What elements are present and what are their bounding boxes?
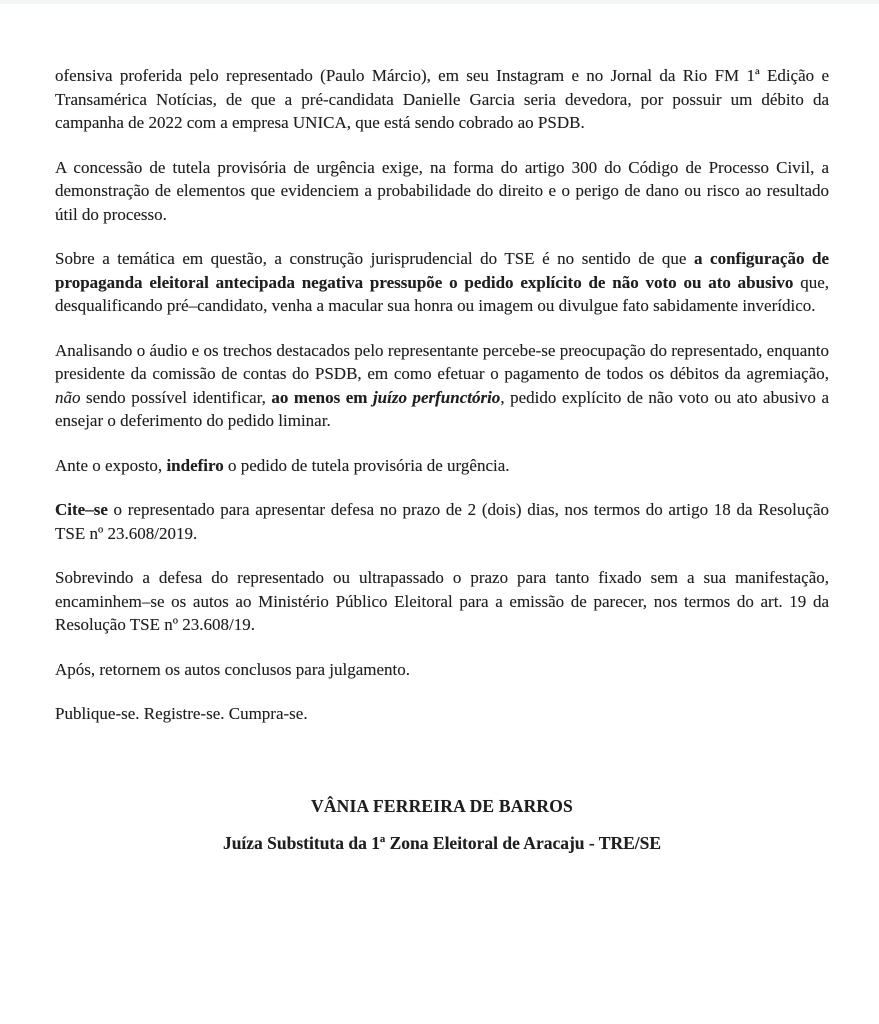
paragraph-2: [55, 156, 834, 227]
page-top-edge: [0, 0, 879, 4]
text-segment: Ante o exposto,: [55, 455, 167, 475]
signer-title: Juíza Substituta da 1ª Zona Eleitoral de Aracaju - TRE/SE: [222, 832, 662, 853]
paragraph-1: [55, 64, 834, 135]
text-segment: o pedido de tutela provisória de urgência.: [223, 455, 510, 475]
text-segment: A concessão de tutela provisória de urgência exige, na forma do artigo 300 do Código de Processo Civil, a demonstração de elementos que evidenciem a probabilidade do direito e o perigo de dano ou risco ao resultado útil do processo.: [55, 157, 834, 224]
text-segment: ofensiva proferida pelo representado (Paulo Márcio), em seu Instagram e no Jornal da Rio FM 1ª Edição e Transamérica Notícias, de que a pré-candidata Danielle Garcia seria devedora, por possuir um débito da campanha de 2022 com a empresa UNICA, que está sendo cobrado ao PSDB.: [55, 66, 834, 132]
paragraph-3: [55, 247, 834, 318]
text-segment: que, desqualificando pré–candidato, venha a macular sua honra ou imagem ou divulgue fato sabidamente inverídico.: [55, 272, 834, 315]
text-segment-italic: não: [55, 387, 81, 407]
paragraph-4: [55, 339, 834, 433]
text-segment: Sobre a temática em questão, a construção jurisprudencial do TSE é no sentido de que: [55, 249, 694, 268]
text-segment: Após, retornem os autos conclusos para julgamento.: [55, 659, 411, 679]
text-segment: Publique-se. Registre-se. Cumpra-se.: [55, 704, 308, 723]
paragraph-8: [55, 658, 829, 682]
paragraph-7: [55, 566, 834, 637]
text-segment-bold: a configuração de propaganda eleitoral antecipada negativa pressupõe o pedido explícito de não voto ou ato abusivo: [55, 249, 834, 292]
text-segment: sendo possível identificar,: [80, 387, 272, 407]
signature-block: [55, 796, 829, 854]
text-segment: , pedido explícito de não voto ou ato abusivo a ensejar o deferimento do pedido liminar.: [55, 387, 834, 430]
text-segment: o representado para apresentar defesa no prazo de 2 (dois) dias, nos termos do artigo 18 da Resolução TSE nº 23.608/2019.: [55, 500, 833, 543]
text-segment-bold-italic: juízo perfunctório: [372, 387, 501, 407]
text-segment: Analisando o áudio e os trechos destacados pelo representante percebe-se preocupação do representado, enquanto presidente da comissão de contas do PSDB, em como efetuar o pagamento de todos os débitos da agremiação,: [55, 340, 834, 383]
text-segment: Sobrevindo a defesa do representado ou ultrapassado o prazo para tanto fixado sem a sua manifestação, encaminhem–se os autos ao Ministério Público Eleitoral para a emissão de parecer, nos termos do art. 19 da Resolução TSE nº 23.608/19.: [55, 568, 834, 634]
paragraph-5: [55, 454, 829, 478]
text-segment-bold: ao menos em: [271, 387, 373, 407]
document-body: [55, 64, 834, 726]
paragraph-9: [55, 702, 829, 726]
paragraph-6: [55, 498, 833, 545]
text-segment-bold: Cite–se: [55, 500, 108, 519]
text-segment-bold: indefiro: [166, 455, 224, 475]
signer-name: VÂNIA FERREIRA DE BARROS: [311, 795, 573, 816]
